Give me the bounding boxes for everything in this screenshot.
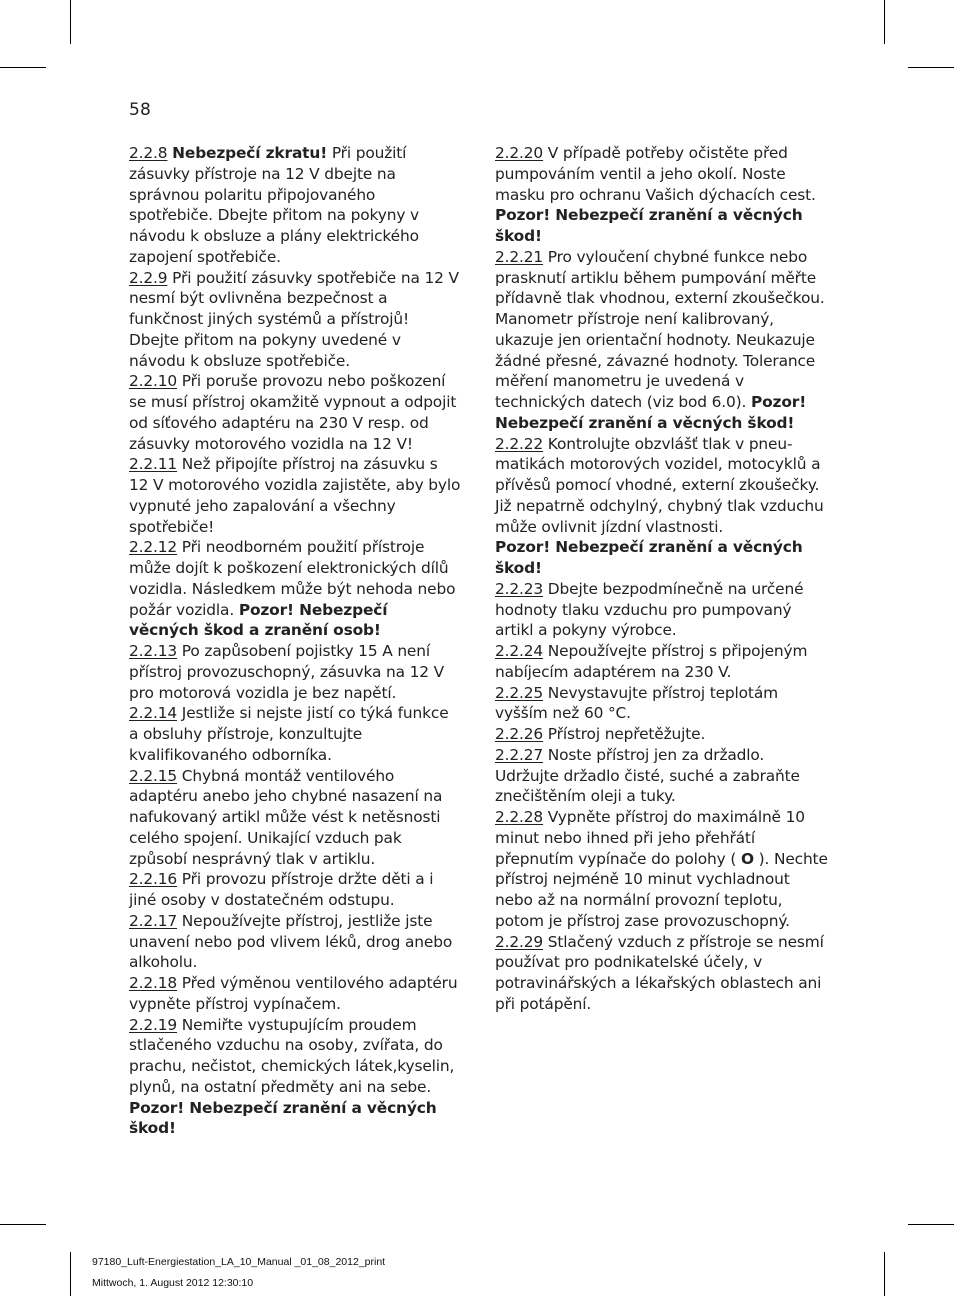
paragraph-2-2-8: [129, 143, 461, 268]
footer-filename: 97180_Luft-Energiestation_LA_10_Manual _01_08_2012_print: [92, 1256, 386, 1268]
warning-text: Pozor! Nebezpečí zranění a věcných škod!: [495, 393, 807, 432]
paragraph-2-2-28: [495, 807, 830, 932]
section-number: 2.2.20: [495, 144, 544, 162]
crop-mark: [0, 1224, 46, 1225]
paragraph-2-2-24: [495, 641, 830, 683]
paragraph-2-2-21: [495, 247, 830, 434]
paragraph-2-2-18: [129, 973, 461, 1015]
section-number: 2.2.22: [495, 434, 544, 453]
paragraph-text: Při neodborném použití přístroje může dojít k poškození elektronických dílů vozidla. Následkem může být nehoda nebo požár vozidla.: [129, 538, 456, 619]
section-number: 2.2.12: [129, 538, 178, 557]
section-number: 2.2.19: [129, 1015, 178, 1034]
paragraph-text: Nemiřte vystupujícím proudem stlačeného vzduchu na osoby, zvířata, do prachu, nečistot, chemických látek,kyselin, plynů, na ostatní předměty ani na sebe.: [129, 1015, 455, 1096]
warning-text: Pozor! Nebezpečí zranění a věcných škod!: [495, 538, 803, 577]
paragraph-2-2-12: [129, 537, 461, 641]
section-number: 2.2.14: [129, 704, 178, 723]
paragraph-text: Při použití zásuvky spotřebiče na 12 V nesmí být ovlivněna bezpečnost a funkčnost jiných systémů a přístrojů! Dbejte přitom na pokyny uvedené v návodu k obsluze spotřebiče.: [129, 268, 459, 370]
paragraph-2-2-14: [129, 703, 461, 765]
section-number: 2.2.9: [129, 268, 168, 287]
paragraph-text: Noste přístroj jen za držadlo. Udržujte držadlo čisté, suché a zabraňte znečištěním oleji a tuky.: [495, 745, 800, 806]
paragraph-text: Stlačený vzduch z přístroje se nesmí používat pro podnikatelské účely, v potravinářských a lékařských oblastech ani při potápění.: [495, 932, 824, 1013]
paragraph-text: Chybná montáž ventilového adaptéru anebo jeho chybné nasazení na nafukovaný artikl může vést k netěsnosti celého spojení. Unikající vzduch pak způsobí nesprávný tlak v artiklu.: [129, 766, 443, 868]
warning-text: Pozor! Nebezpečí věcných škod a zranění osob!: [129, 600, 388, 640]
paragraph-2-2-22: [495, 434, 830, 538]
paragraph-2-2-11: [129, 454, 461, 537]
section-number: 2.2.21: [495, 247, 544, 266]
paragraph-text: Dbejte bezpodmínečně na určené hodnoty tlaku vzduchu pro pumpovaný artikl a pokyny výrobce.: [495, 579, 804, 640]
paragraph-2-2-15: [129, 766, 461, 870]
paragraph-text: Jestliže si nejste jistí co týká funkce a obsluhy přístroje, konzultujte kvalifikovaného odborníka.: [129, 704, 449, 764]
warning-text: Pozor! Nebezpečí zranění a věcných škod!: [129, 1098, 437, 1138]
paragraph-2-2-27: [495, 745, 830, 807]
crop-mark: [884, 0, 885, 44]
warning-lead: Nebezpečí zkratu!: [172, 144, 328, 162]
paragraph-text: Po zapůsobení pojistky 15 A není přístroj provozuschopný, zásuvka na 12 V pro motorová vozidla je bez napětí.: [129, 642, 445, 702]
section-number: 2.2.10: [129, 372, 178, 391]
paragraph-2-2-13: [129, 641, 461, 703]
right-column: [495, 143, 830, 1015]
crop-mark: [884, 1252, 885, 1296]
paragraph-2-2-16: [129, 869, 461, 911]
paragraph-2-2-29: [495, 932, 830, 1015]
paragraph-text: Nepoužívejte přístroj s připojeným nabíjecím adaptérem na 230 V.: [495, 642, 808, 681]
paragraph-2-2-19: [129, 1015, 461, 1098]
crop-mark: [908, 1224, 954, 1225]
left-column: [129, 143, 461, 1139]
section-number: 2.2.23: [495, 579, 544, 598]
paragraph-text: Nepoužívejte přístroj, jestliže jste unavení nebo pod vlivem léků, drog anebo alkoholu.: [129, 911, 453, 972]
crop-mark: [70, 1252, 71, 1296]
crop-mark: [908, 67, 954, 68]
paragraph-2-2-20: [495, 143, 830, 205]
paragraph-2-2-23: [495, 579, 830, 641]
paragraph-text: Vypněte přístroj do maximálně 10 minut nebo ihned při jeho přehřátí přepnutím vypínače do polohy (: [495, 808, 805, 868]
paragraph-2-2-25: [495, 683, 830, 725]
section-number: 2.2.18: [129, 974, 178, 992]
paragraph-text: V případě potřeby očistěte před pumpováním ventil a jeho okolí. Noste masku pro ochranu Vašich dýchacích cest.: [495, 144, 816, 204]
paragraph-text: Před výměnou ventilového adaptéru vypněte přístroj vypínačem.: [129, 974, 458, 1013]
footer-timestamp: Mittwoch, 1. August 2012 12:30:10: [92, 1277, 254, 1289]
section-number: 2.2.29: [495, 932, 544, 951]
paragraph-text: Pro vyloučení chybné funkce nebo prasknutí artiklu během pumpování měřte přídavně tlak vhodnou, externí zkoušečkou. Manometr přístroje není kalibrovaný, ukazuje jen orientační hodnoty. Neukazuje žádné přesné, závazné hodnoty. Tolerance měření manometru je uvedená v technických datech (viz bod 6.0).: [495, 247, 825, 411]
paragraph-2-2-26: [495, 724, 830, 745]
section-number: 2.2.25: [495, 683, 544, 702]
section-number: 2.2.8: [129, 144, 168, 162]
paragraph-text: Nevystavujte přístroj teplotám vyšším než 60 °C.: [495, 683, 778, 723]
paragraph-text: Při poruše provozu nebo poškození se musí přístroj okamžitě vypnout a odpojit od síťového adaptéru na 230 V resp. od zásuvky motorového vozidla na 12 V!: [129, 372, 457, 453]
paragraph-text: Kontrolujte obzvlášť tlak v pneu-matikách motorových vozidel, motocyklů a přívěsů pomocí vhodné, externí zkoušečky. Již nepatrně odchylný, chybný tlak vzduchu může ovlivnit jízdní vlastnosti.: [495, 434, 824, 536]
section-number: 2.2.15: [129, 766, 178, 785]
page-number: 58: [129, 100, 152, 120]
paragraph-2-2-10: [129, 371, 461, 454]
section-number: 2.2.17: [129, 911, 178, 930]
paragraph-text-after: ). Nechte přístroj nejméně 10 minut vychladnout nebo až na normální provozní teplotu, potom je přístroj zase provozuschopný.: [495, 849, 828, 930]
paragraph-2-2-9: [129, 268, 461, 372]
paragraph-2-2-17: [129, 911, 461, 973]
paragraph-text: Přístroj nepřetěžujte.: [543, 725, 706, 743]
warning-text: Pozor! Nebezpečí zranění a věcných škod!: [495, 206, 803, 245]
crop-mark: [70, 0, 71, 44]
paragraph-text: Při použití zásuvky přístroje na 12 V dbejte na správnou polaritu připojovaného spotřebiče. Dbejte přitom na pokyny v návodu k obsluze a plány elektrického zapojení spotřebiče.: [129, 144, 419, 266]
section-number: 2.2.28: [495, 808, 544, 826]
section-number: 2.2.26: [495, 725, 544, 743]
section-number: 2.2.24: [495, 642, 544, 660]
section-number: 2.2.27: [495, 745, 544, 764]
switch-off-symbol: O: [740, 849, 754, 868]
paragraph-text: Než připojíte přístroj na zásuvku s 12 V motorového vozidla zajistěte, aby bylo vypnuté jeho zapalování a všechny spotřebiče!: [129, 455, 461, 536]
paragraph-text: Při provozu přístroje držte děti a i jiné osoby v dostatečném odstupu.: [129, 870, 434, 909]
section-number: 2.2.16: [129, 870, 178, 889]
crop-mark: [0, 67, 46, 68]
section-number: 2.2.11: [129, 455, 178, 474]
section-number: 2.2.13: [129, 642, 178, 660]
